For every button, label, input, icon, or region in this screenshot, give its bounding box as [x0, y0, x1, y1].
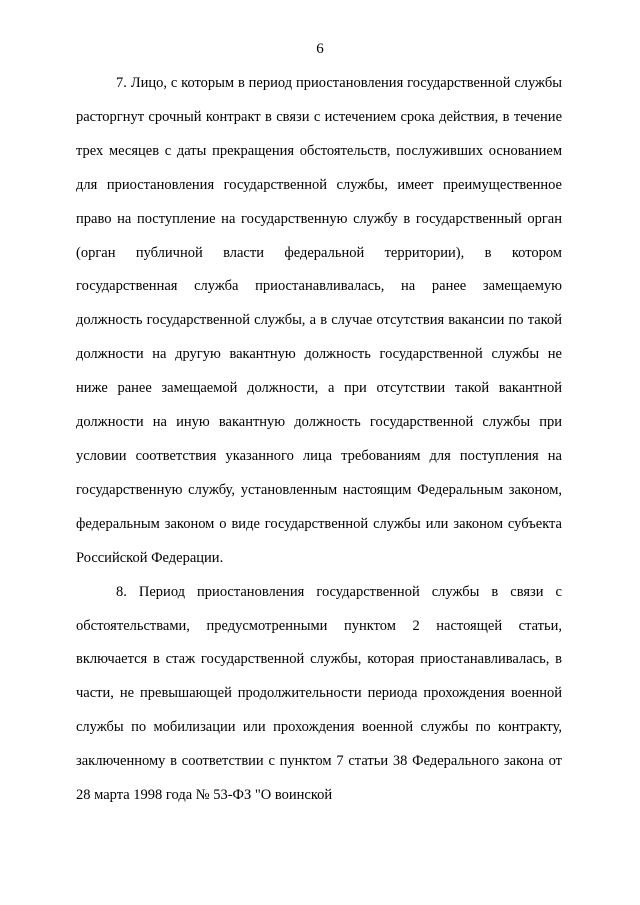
paragraph-8: 8. Период приостановления государственной службы в связи с обстоятельствами, предусмотренными пунктом 2 настоящей статьи, включается в стаж государственной службы, которая приостанавливалась, в части, не превышающей продолжительности периода прохождения военной службы по мобилизации или прохождения военной службы по контракту, заключенному в соответствии с пунктом 7 статьи 38 Федерального закона от 28 марта 1998 года № 53-ФЗ "О воинской	[76, 583, 562, 804]
document-body	[76, 67, 562, 813]
page-number: 6	[316, 41, 324, 57]
paragraph-7: 7. Лицо, с которым в период приостановления государственной службы расторгнут срочный контракт в связи с истечением срока действия, в течение трех месяцев с даты прекращения обстоятельств, послуживших основанием для приостановления государственной службы, имеет преимущественное право на поступление на государственную службу в государственный орган (орган публичной власти федеральной территории), в котором государственная служба приостанавливалась, на ранее замещаемую должность государственной службы, а в случае отсутствия вакансии по такой должности на другую вакантную должность государственной службы не ниже ранее замещаемой должности, а при отсутствии такой вакантной должности на иную вакантную должность государственной службы при условии соответствия указанного лица требованиям для поступления на государственную службу, установленным настоящим Федеральным законом, федеральным законом о виде государственной службы или законом субъекта Российской Федерации.	[76, 75, 562, 566]
